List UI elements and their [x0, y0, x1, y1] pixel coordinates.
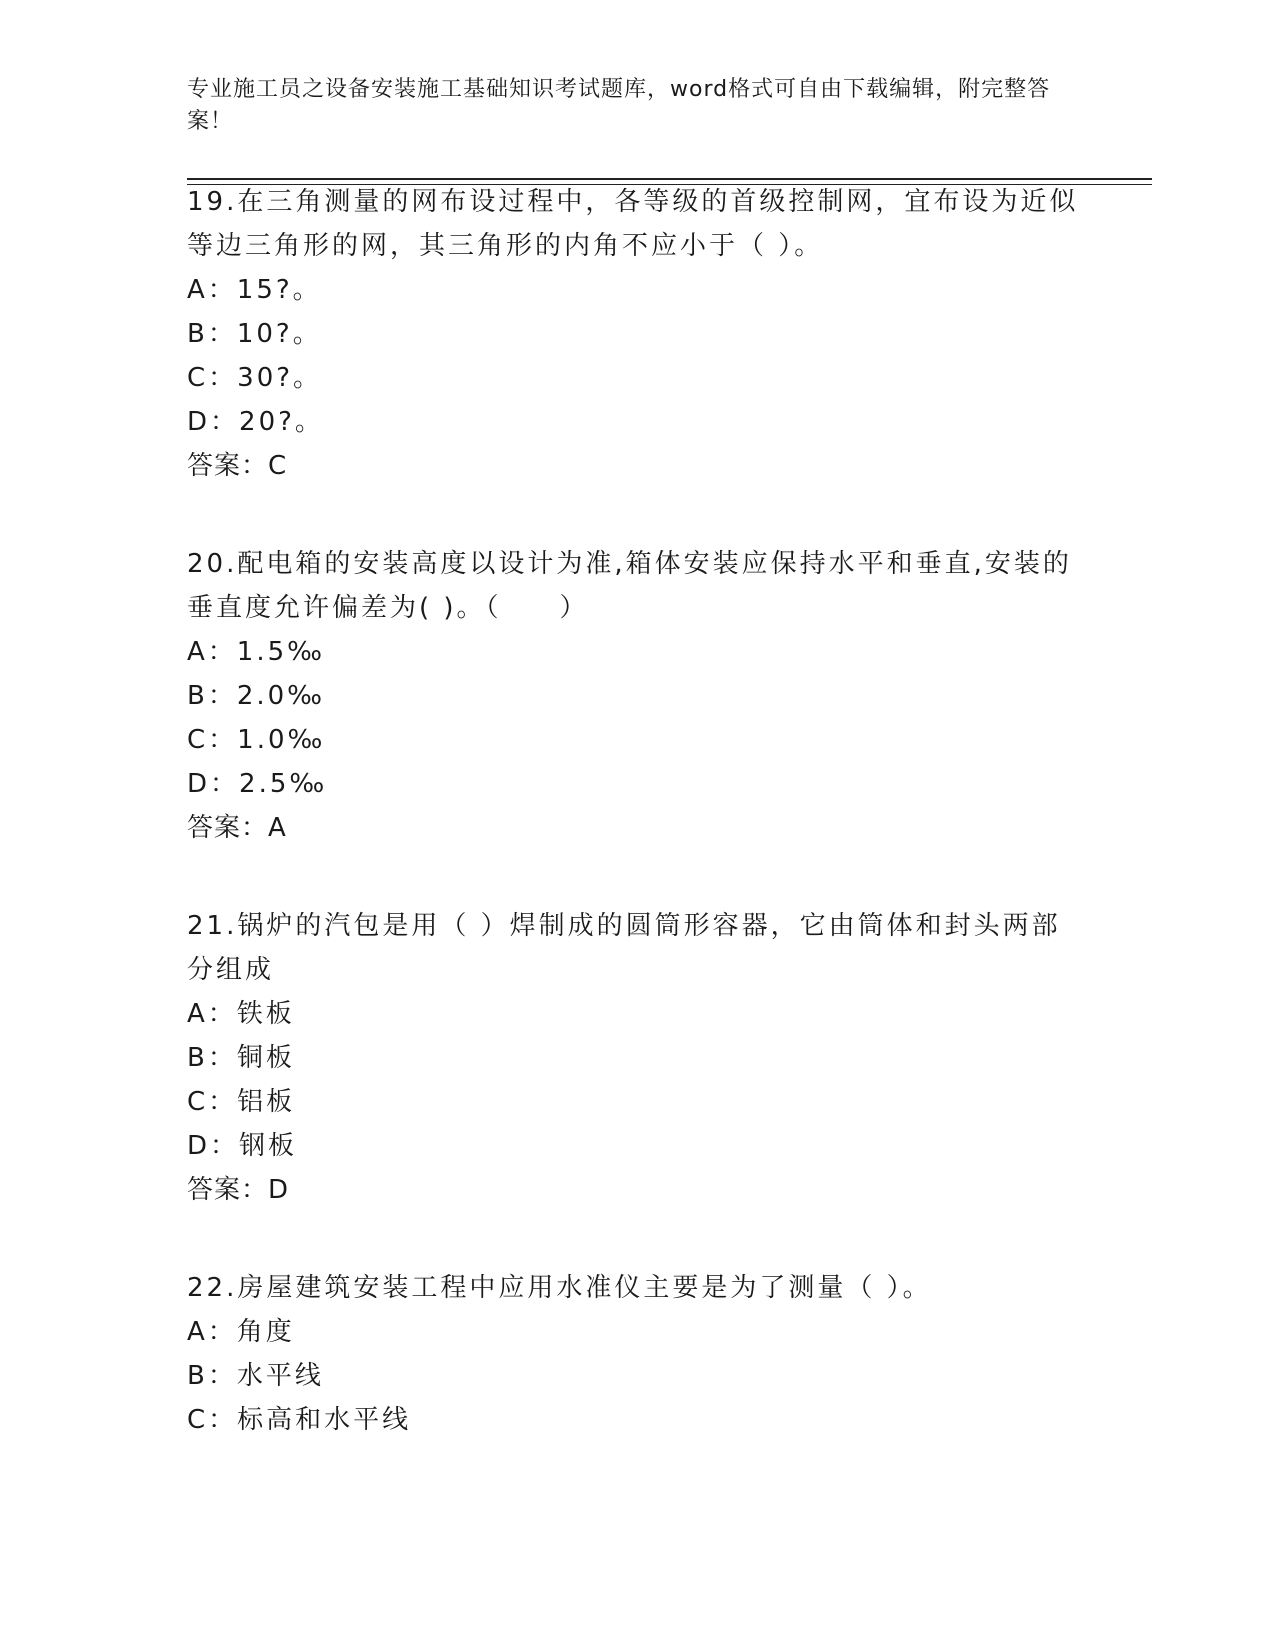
question-19-option-a: A：15?。: [187, 275, 322, 305]
question-22-stem-line-1: 22.房屋建筑安装工程中应用水准仪主要是为了测量（ ）。: [187, 1273, 932, 1303]
question-21-option-d: D：钢板: [187, 1131, 298, 1161]
question-21-option-a: A：铁板: [187, 999, 295, 1029]
question-20-stem-line-1: 20.配电箱的安装高度以设计为准,箱体安装应保持水平和垂直,安装的: [187, 549, 1072, 579]
document-header: 专业施工员之设备安装施工基础知识考试题库，word格式可自由下载编辑，附完整答案！: [187, 77, 1051, 134]
question-19-stem-line-1: 19.在三角测量的网布设过程中，各等级的首级控制网，宜布设为近似: [187, 187, 1079, 217]
question-19-answer: 答案：C: [187, 451, 288, 481]
question-22-option-b: B：水平线: [187, 1361, 324, 1391]
question-22-option-c: C：标高和水平线: [187, 1405, 412, 1435]
question-20-option-c: C：1.0‰: [187, 725, 326, 755]
header-rule-thin: [187, 184, 1152, 185]
question-20-option-a: A：1.5‰: [187, 637, 326, 667]
question-22-option-a: A：角度: [187, 1317, 295, 1347]
question-21-answer: 答案：D: [187, 1175, 290, 1205]
question-21-stem-line-1: 21.锅炉的汽包是用（ ）焊制成的圆筒形容器，它由筒体和封头两部: [187, 911, 1061, 941]
question-21-stem-line-2: 分组成: [187, 955, 275, 985]
question-20-option-d: D：2.5‰: [187, 769, 328, 799]
question-20-answer: 答案：A: [187, 813, 287, 843]
question-19-option-d: D：20?。: [187, 407, 324, 437]
question-21-option-c: C：铝板: [187, 1087, 296, 1117]
question-19-option-c: C：30?。: [187, 363, 323, 393]
question-20-stem-line-2: 垂直度允许偏差为( )。（ ）: [187, 593, 589, 623]
question-21-option-b: B：铜板: [187, 1043, 295, 1073]
question-19-option-b: B：10?。: [187, 319, 322, 349]
question-20-option-b: B：2.0‰: [187, 681, 326, 711]
question-19-stem-line-2: 等边三角形的网，其三角形的内角不应小于（ ）。: [187, 231, 824, 261]
header-rule-thick: [187, 178, 1152, 180]
